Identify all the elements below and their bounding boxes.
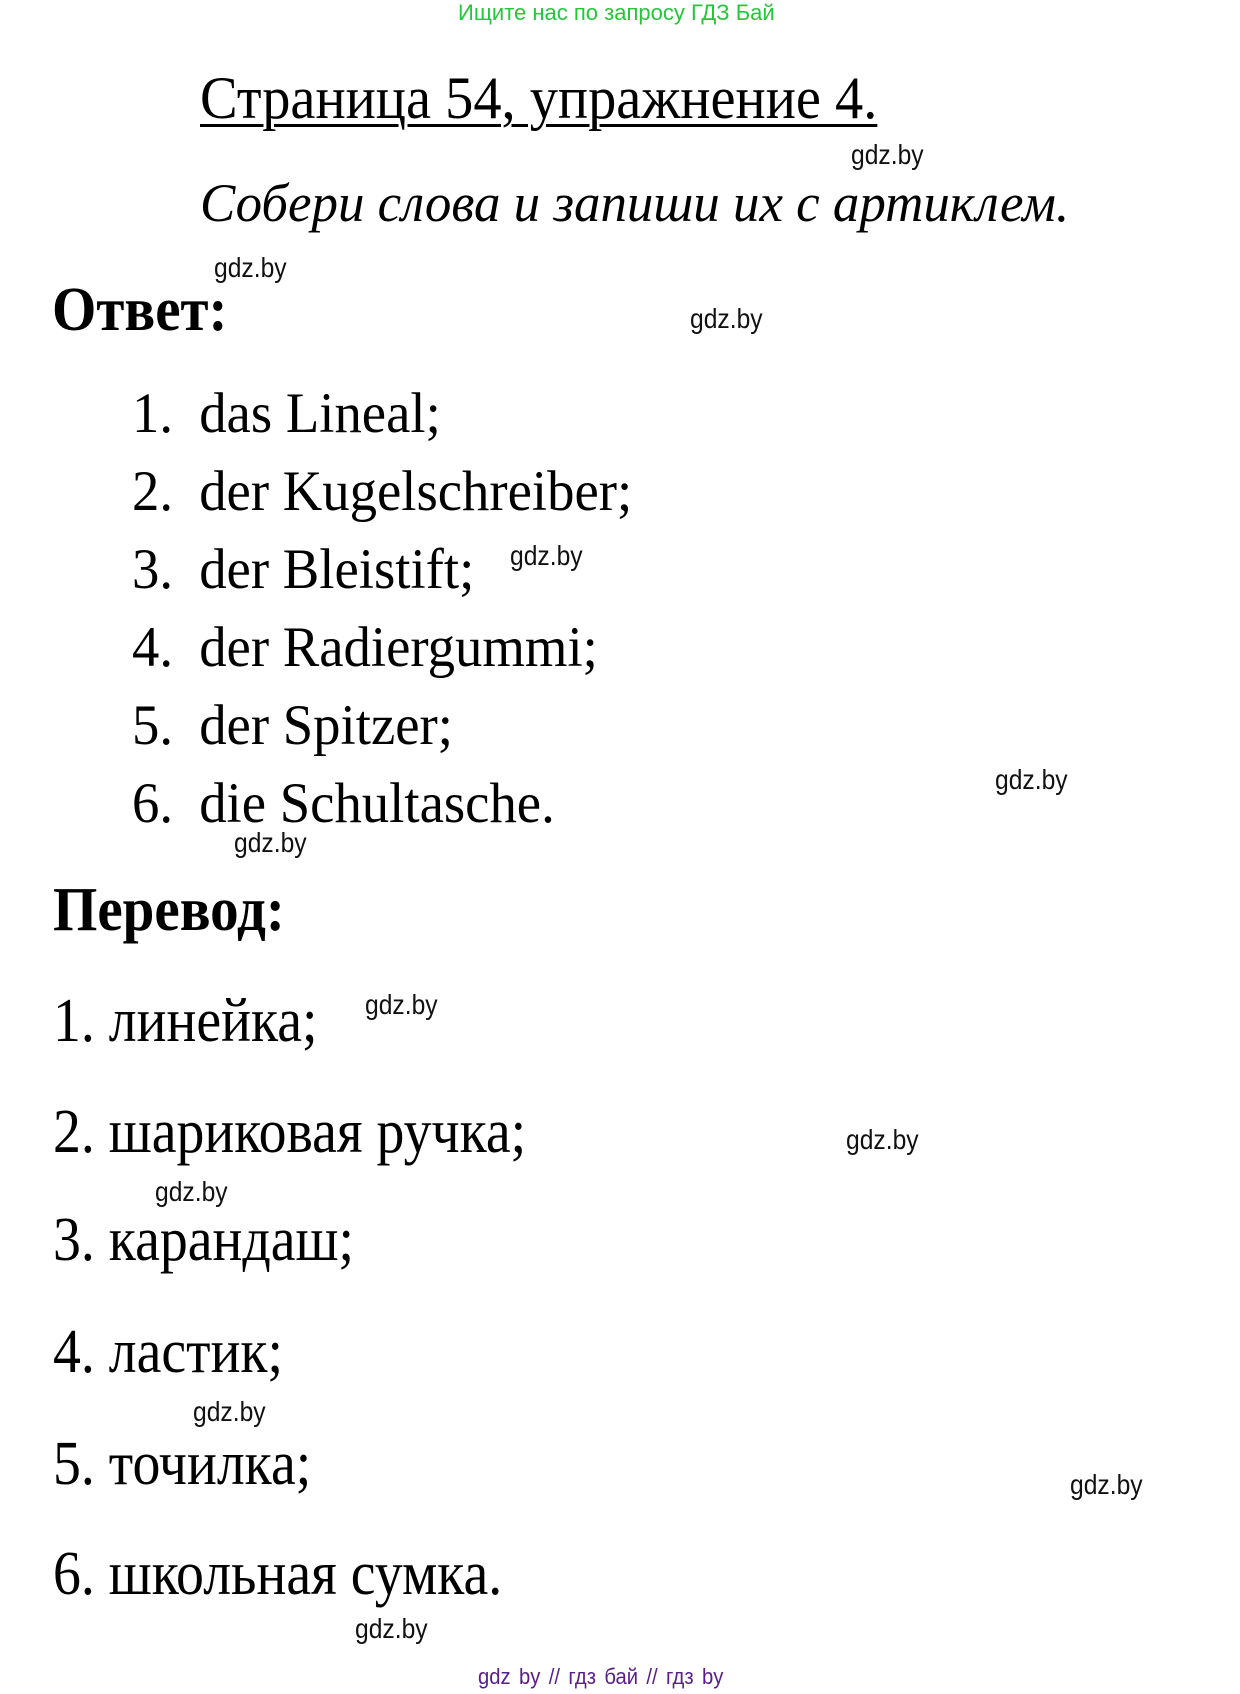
item-text: der Bleistift; [199, 538, 475, 601]
list-item [132, 772, 555, 835]
item-text: der Kugelschreiber; [199, 460, 633, 523]
translation-heading: Перевод: [53, 876, 285, 944]
footer-links[interactable]: gdz by // гдз бай // гдз by [478, 1664, 724, 1689]
exercise-instruction: Собери слова и запиши их с артиклем. [200, 173, 1070, 233]
list-item [132, 460, 633, 523]
watermark: gdz.by [510, 540, 583, 571]
item-number: 4. [132, 616, 174, 679]
item-text: die Schultasche. [199, 772, 555, 835]
watermark: gdz.by [690, 303, 763, 334]
item-text: der Radiergummi; [199, 616, 598, 679]
watermark: gdz.by [1070, 1469, 1143, 1500]
list-item [132, 694, 453, 757]
list-item [132, 382, 441, 445]
list-item [132, 538, 475, 601]
watermark: gdz.by [846, 1124, 919, 1155]
list-item [132, 616, 598, 679]
item-number: 3. [132, 538, 174, 601]
watermark: gdz.by [355, 1613, 428, 1644]
list-item: 3. карандаш; [53, 1206, 354, 1274]
list-item: 4. ластик; [53, 1318, 284, 1386]
list-item: 6. школьная сумка. [53, 1540, 503, 1608]
watermark: gdz.by [851, 139, 924, 170]
watermark: gdz.by [155, 1176, 228, 1207]
page-title: Страница 54, упражнение 4. [200, 65, 878, 131]
watermark: gdz.by [365, 989, 438, 1020]
answer-heading: Ответ: [52, 276, 228, 344]
top-banner[interactable]: Ищите нас по запросу ГДЗ Бай [458, 0, 775, 25]
item-number: 5. [132, 694, 174, 757]
item-number: 2. [132, 460, 174, 523]
list-item: 1. линейка; [53, 987, 318, 1055]
item-text: der Spitzer; [199, 694, 453, 757]
watermark: gdz.by [193, 1396, 266, 1427]
watermark: gdz.by [995, 764, 1068, 795]
watermark: gdz.by [214, 252, 287, 283]
list-item: 2. шариковая ручка; [53, 1098, 527, 1166]
item-number: 1. [132, 382, 174, 445]
item-number: 6. [132, 772, 174, 835]
watermark: gdz.by [234, 827, 307, 858]
list-item: 5. точилка; [53, 1430, 312, 1498]
item-text: das Lineal; [199, 382, 441, 445]
